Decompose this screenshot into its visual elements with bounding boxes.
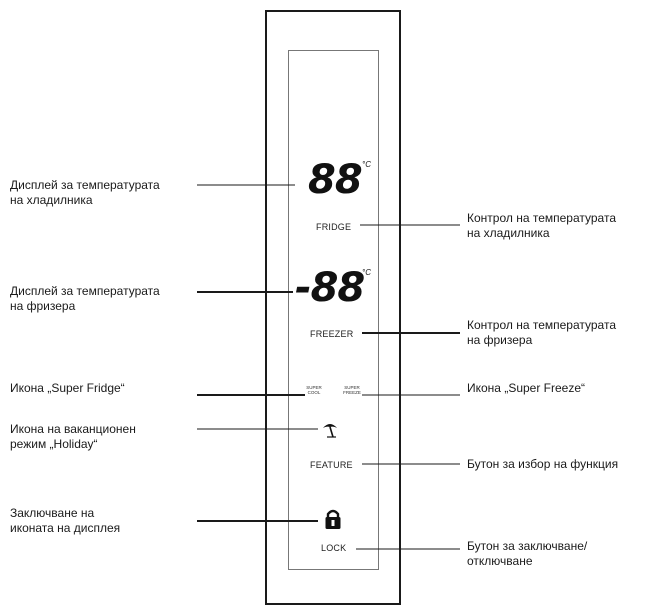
fridge-unit: °C: [362, 160, 371, 169]
label-super-fridge-icon: Икона „Super Fridge“: [10, 381, 125, 395]
freezer-button[interactable]: FREEZER: [310, 329, 354, 339]
umbrella-icon: [320, 420, 340, 440]
super-freeze-icon: SUPER FREEZE: [343, 385, 361, 395]
label-feature-button: Бутон за избор на функция: [467, 457, 619, 471]
label-holiday-icon: Икона на ваканционен режим „Holiday“: [10, 422, 136, 451]
label-fridge-control: Контрол на температурата на хладилника: [467, 211, 616, 240]
padlock-icon: [324, 508, 342, 530]
label-freezer-control: Контрол на температурата на фризера: [467, 318, 616, 347]
fridge-temperature-display: 88: [308, 157, 362, 203]
label-lock-icon: Заключване на иконата на дисплея: [10, 506, 121, 535]
label-freezer-display: Дисплей за температурата на фризера: [10, 284, 160, 313]
super-cool-icon: SUPER COOL: [306, 385, 322, 395]
label-super-freeze-icon: Икона „Super Freeze“: [467, 381, 586, 395]
freezer-temperature-display: -88: [295, 265, 365, 311]
label-lock-button: Бутон за заключване/ отключване: [467, 539, 588, 568]
feature-button[interactable]: FEATURE: [310, 460, 353, 470]
lock-button[interactable]: LOCK: [321, 543, 347, 553]
label-fridge-display: Дисплей за температурата на хладилника: [10, 178, 160, 207]
freezer-unit: °C: [362, 268, 371, 277]
fridge-button[interactable]: FRIDGE: [316, 222, 352, 232]
